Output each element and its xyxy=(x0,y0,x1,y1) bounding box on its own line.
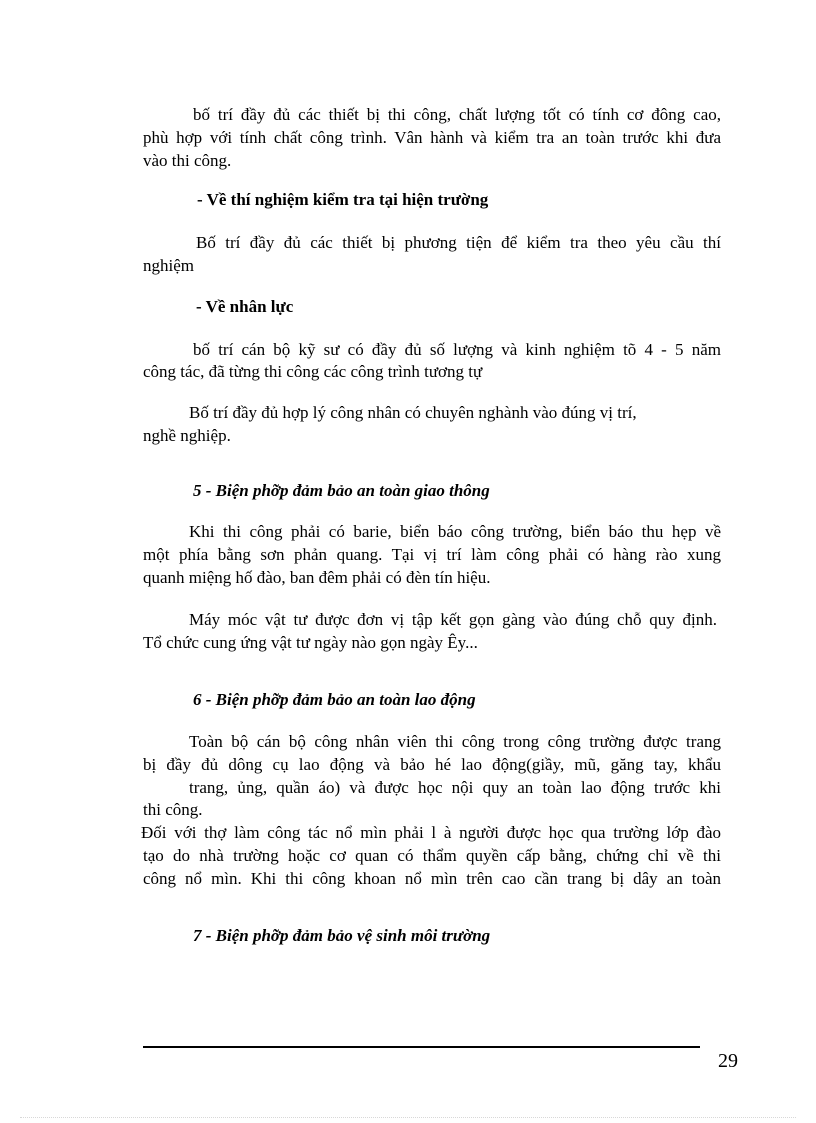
text-line: Toàn bộ cán bộ công nhân viên thi công trong công trường được trang xyxy=(189,732,721,751)
text-line: Bố trí đầy đủ các thiết bị phương tiện để kiểm tra theo yêu cầu thí xyxy=(196,233,721,252)
footer-rule xyxy=(143,1046,700,1048)
text-line: bố trí cán bộ kỹ sư có đầy đủ số lượng và kinh nghiệm tõ 4 - 5 năm xyxy=(193,340,721,359)
section-heading: 7 - Biện phỡp đảm bảo vệ sinh môi trường xyxy=(193,926,491,945)
text-line: Máy móc vật tư được đơn vị tập kết gọn gàng vào đúng chỗ quy định. xyxy=(189,610,717,629)
text-line: Khi thi công phải có barie, biển báo công trường, biển báo thu hẹp về xyxy=(189,522,721,541)
text-line: Tổ chức cung ứng vật tư ngày nào gọn ngày Êy... xyxy=(143,633,478,652)
section-heading: 6 - Biện phỡp đảm bảo an toàn lao động xyxy=(193,690,476,709)
text-line: công nổ mìn. Khi thi công khoan nổ mìn trên cao cần trang bị dây an toàn xyxy=(143,869,721,888)
text-line: trang, ủng, quần áo) và được học nội quy an toàn lao động trước khi xyxy=(189,778,721,797)
text-line: nghiệm xyxy=(143,256,194,275)
section-heading: - Về thí nghiệm kiểm tra tại hiện trường xyxy=(197,190,489,209)
text-line: vào thi công. xyxy=(143,151,232,170)
text-line: quanh miệng hố đào, ban đêm phải có đèn tín hiệu. xyxy=(143,568,491,587)
text-line: nghề nghiệp. xyxy=(143,426,231,445)
text-line: tạo do nhà trường hoặc cơ quan có thẩm quyền cấp bằng, chứng chỉ về thi xyxy=(143,846,721,865)
text-line: thi công. xyxy=(143,800,203,819)
text-line: Bố trí đầy đủ hợp lý công nhân có chuyên nghành vào đúng vị trí, xyxy=(189,403,637,422)
text-line: bố trí đầy đủ các thiết bị thi công, chất lượng tốt có tính cơ đông cao, xyxy=(193,105,721,124)
section-heading: - Về nhân lực xyxy=(196,297,294,316)
page-number: 29 xyxy=(718,1050,738,1072)
text-line: công tác, đã từng thi công các công trình tương tự xyxy=(143,362,483,381)
text-line: bị đầy đủ dông cụ lao động và bảo hé lao động(giầy, mũ, găng tay, khẩu xyxy=(143,755,721,774)
text-line: Đối với thợ làm công tác nổ mìn phải l à người được học qua trường lớp đào xyxy=(141,823,721,842)
text-line: một phía bằng sơn phản quang. Tại vị trí làm công phải có hàng rào xung xyxy=(143,545,721,564)
section-heading: 5 - Biện phỡp đảm bảo an toàn giao thông xyxy=(193,481,490,500)
page-bottom-divider xyxy=(20,1117,796,1118)
text-line: phù hợp với tính chất công trình. Vân hành và kiểm tra an toàn trước khi đưa xyxy=(143,128,721,147)
